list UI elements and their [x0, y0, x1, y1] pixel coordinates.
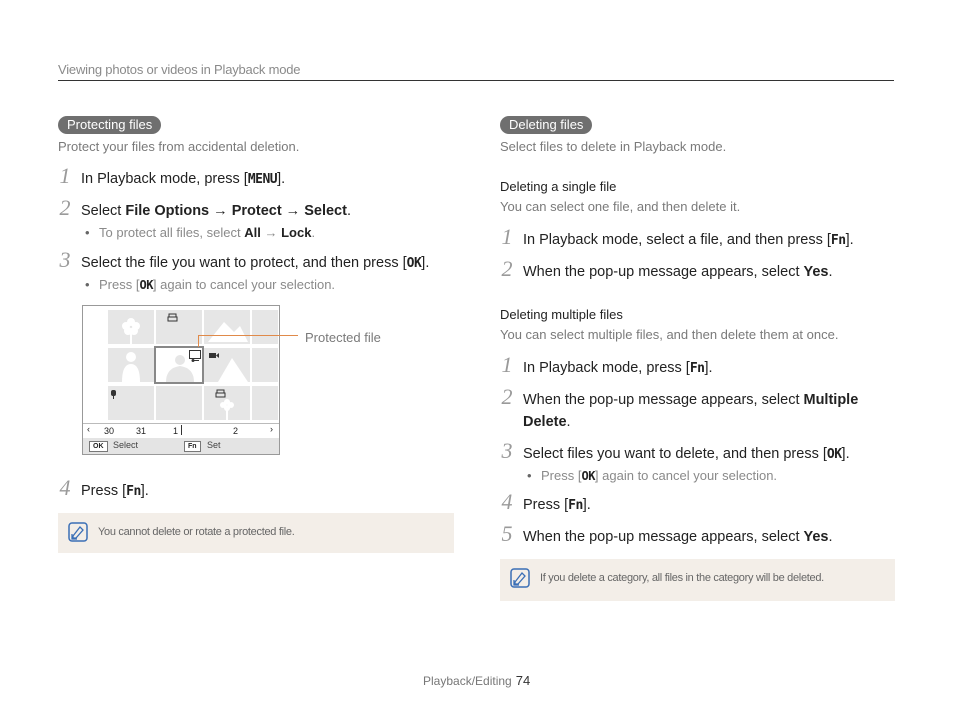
section-title-deleting: Deleting files	[500, 116, 592, 134]
thumbnail	[204, 310, 250, 344]
thumbnail	[108, 348, 154, 382]
step-number: 1	[501, 224, 513, 249]
bullet-post: ] again to cancel your selection.	[594, 468, 778, 483]
subhead-multiple: Deleting multiple files	[500, 307, 623, 322]
step-end: .	[828, 264, 833, 280]
flower-icon	[108, 310, 154, 344]
step-end: ].	[845, 232, 854, 248]
thumbnail	[204, 348, 250, 382]
desc-single: You can select one file, and then delete it.	[500, 199, 741, 214]
step-text: Press [	[81, 483, 127, 499]
delete-multi-step-2	[501, 384, 883, 433]
camera-screen-illustration	[82, 305, 280, 455]
option-yes: Yes	[803, 264, 829, 280]
ok-key: OK	[581, 469, 595, 483]
step-end: ].	[704, 360, 713, 376]
option-all: All	[244, 225, 261, 240]
fn-key: Fn	[126, 484, 141, 499]
delete-single-step-2	[501, 256, 833, 283]
page-footer	[423, 673, 530, 688]
protect-bullet-3	[99, 277, 335, 292]
mountain-icon	[204, 310, 250, 344]
step-text: Press [	[523, 497, 569, 513]
callout-line	[198, 335, 199, 347]
delete-multi-step-1	[501, 352, 713, 380]
step-number: 4	[501, 489, 513, 514]
option-lock: Lock	[281, 225, 312, 240]
step-end: ].	[841, 446, 850, 462]
protected-key-icon	[189, 350, 201, 359]
page-header: Viewing photos or videos in Playback mode	[58, 62, 301, 77]
step-end: ].	[277, 171, 286, 187]
fn-key-icon: Fn	[184, 441, 201, 452]
scroll-left-icon: ‹	[87, 424, 90, 434]
print-icon	[216, 390, 225, 397]
thumbnail	[252, 386, 278, 420]
selected-thumbnail	[154, 346, 204, 384]
page-number: 74	[515, 673, 531, 688]
menu-select: Select	[304, 203, 347, 219]
step-text: When the pop-up message appears, select	[523, 264, 804, 280]
delete-multi-step-5	[501, 521, 833, 548]
thumbnail	[156, 310, 202, 344]
step-end: ].	[140, 483, 149, 499]
delete-multi-step-4	[501, 489, 591, 517]
thumbnail	[252, 348, 278, 382]
arrow: →	[281, 203, 305, 219]
print-icon	[168, 314, 177, 321]
step-number: 2	[501, 384, 513, 409]
note-box-protect	[58, 513, 454, 553]
step-number: 1	[59, 163, 71, 188]
set-label: Set	[207, 440, 221, 450]
arrow: →	[260, 225, 282, 240]
bullet-end: .	[311, 225, 316, 240]
section-desc-deleting: Select files to delete in Playback mode.	[500, 139, 727, 154]
person-icon	[108, 348, 154, 382]
delete-single-step-1	[501, 224, 854, 252]
bullet-text: Press [	[99, 277, 140, 292]
step-end: .	[828, 529, 833, 545]
flower-icon	[220, 399, 234, 420]
protect-step-2	[59, 195, 351, 222]
header-divider	[58, 80, 894, 81]
menu-file-options: File Options	[125, 203, 210, 219]
arrow: →	[209, 203, 232, 219]
ok-key: OK	[826, 447, 842, 462]
ok-key: OK	[139, 278, 153, 292]
fn-key: Fn	[689, 361, 705, 376]
note-pencil-icon	[68, 522, 88, 542]
step-end: .	[346, 203, 351, 219]
callout-protected-file: Protected file	[305, 330, 381, 345]
thumbnail	[204, 386, 250, 420]
step-text: In Playback mode, press [	[81, 171, 248, 187]
scroll-right-icon: ›	[270, 424, 273, 434]
step-text: When the pop-up message appears, select	[523, 392, 804, 408]
ok-key-icon: OK	[89, 441, 108, 452]
mountain-icon	[218, 358, 248, 382]
protect-step-4	[59, 475, 149, 503]
step-number: 5	[501, 521, 513, 546]
step-number: 4	[59, 475, 71, 500]
timeline-date: 30	[104, 426, 115, 436]
thumbnail	[108, 310, 154, 344]
step-text: In Playback mode, press [	[523, 360, 690, 376]
step-end: .	[566, 414, 571, 430]
note-text: You cannot delete or rotate a protected file.	[98, 526, 295, 538]
select-label: Select	[113, 440, 139, 450]
step-number: 3	[501, 438, 513, 463]
timeline-date: 31	[136, 426, 147, 436]
menu-key: MENU	[247, 172, 278, 187]
timeline-date: 2	[233, 426, 239, 436]
step-end: ].	[582, 497, 591, 513]
step-text: In Playback mode, select a file, and then press [	[523, 232, 831, 248]
bullet-text: Press [	[541, 468, 582, 483]
protect-step-3	[59, 247, 430, 275]
fn-key: Fn	[830, 233, 846, 248]
thumbnail	[156, 386, 202, 420]
thumbnail	[252, 310, 278, 344]
timeline-cursor	[181, 425, 182, 435]
screen-bottom-bar	[83, 438, 279, 454]
option-yes: Yes	[803, 529, 829, 545]
step-number: 2	[59, 195, 71, 220]
step-text: When the pop-up message appears, select	[523, 529, 804, 545]
footer-section: Playback/Editing	[423, 674, 512, 688]
bullet-post: ] again to cancel your selection.	[152, 277, 336, 292]
note-pencil-icon	[510, 568, 530, 588]
step-end: ].	[421, 255, 430, 271]
step-number: 1	[501, 352, 513, 377]
note-text: If you delete a category, all files in the category will be deleted.	[540, 572, 824, 584]
protect-step-1	[59, 163, 286, 191]
thumbnail	[108, 386, 154, 420]
option-multiple-delete: Multiple Delete	[523, 392, 859, 430]
date-timeline	[83, 423, 279, 439]
delete-multi-step-3	[501, 438, 850, 466]
section-desc-protecting: Protect your files from accidental deletion.	[58, 139, 300, 154]
menu-protect: Protect	[231, 203, 282, 219]
bullet-text: To protect all files, select	[99, 225, 245, 240]
video-icon	[209, 353, 219, 358]
timeline-date: 1	[173, 426, 179, 436]
subhead-single: Deleting a single file	[500, 179, 617, 194]
fn-key: Fn	[568, 498, 583, 513]
ok-key: OK	[406, 256, 422, 271]
callout-line	[198, 335, 298, 336]
voice-memo-icon	[108, 386, 154, 420]
step-text: Select the file you want to protect, and then press [	[81, 255, 407, 271]
step-text: Select files you want to delete, and then press [	[523, 446, 827, 462]
note-box-delete	[500, 559, 895, 601]
section-title-protecting: Protecting files	[58, 116, 161, 134]
step-number: 2	[501, 256, 513, 281]
step-text: Select	[81, 203, 126, 219]
delete-multi-bullet-3	[541, 468, 777, 483]
protect-bullet-2	[99, 225, 315, 240]
step-number: 3	[59, 247, 71, 272]
desc-multiple: You can select multiple files, and then delete them at once.	[500, 327, 839, 342]
